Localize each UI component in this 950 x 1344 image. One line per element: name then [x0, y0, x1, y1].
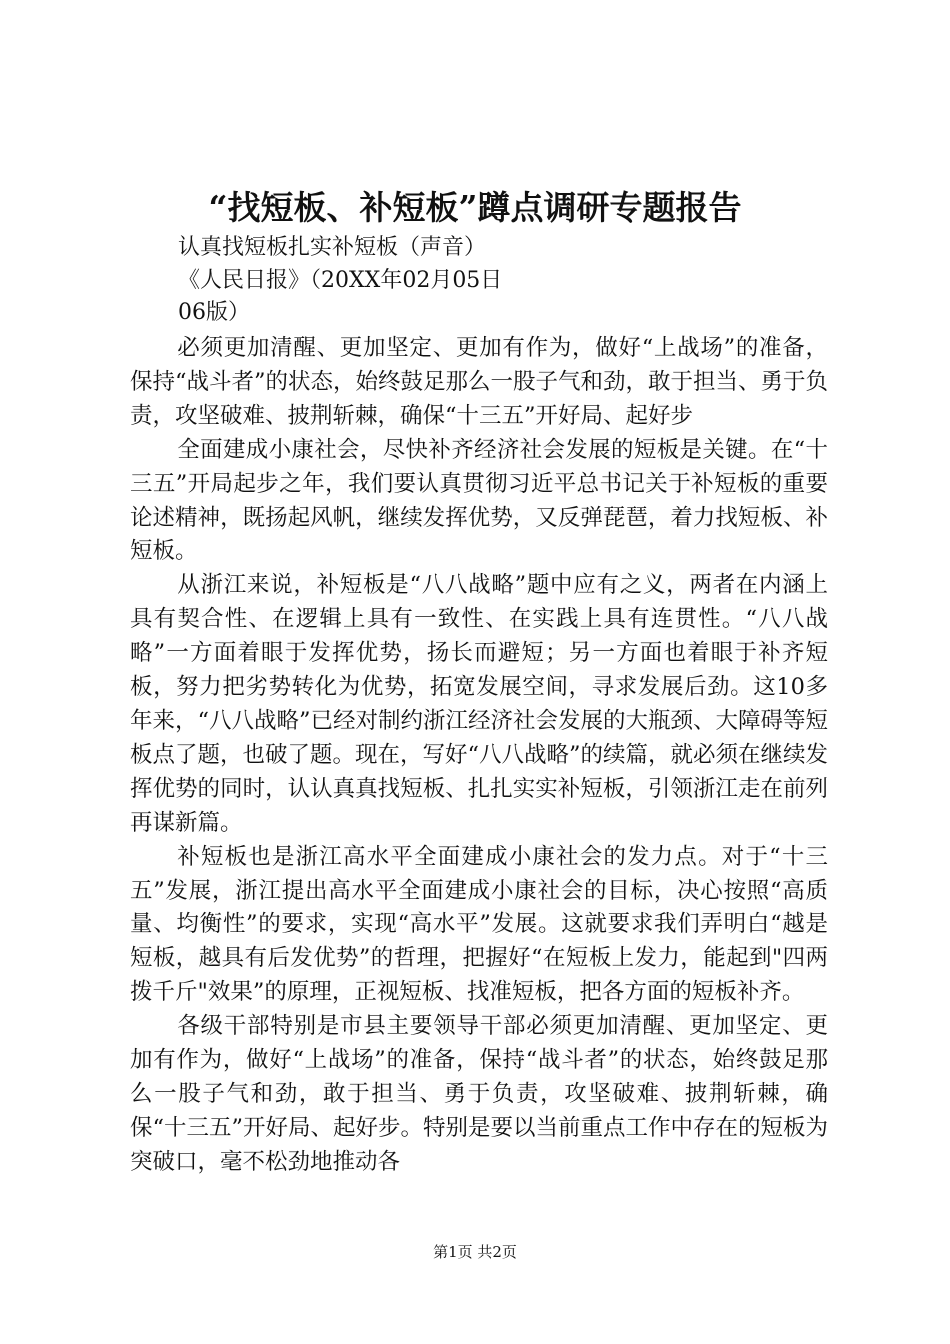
paragraph-2: 全面建成小康社会，尽快补齐经济社会发展的短板是关键。在“十三五”开局起步之年，我们要认真贯彻习近平总书记关于补短板的重要论述精神，既扬起风帆，继续发挥优势，又反弹琵琶，着力找短板、补短板。: [130, 436, 828, 565]
source-line-1: 《人民日报》（20XX年02月05日: [178, 268, 503, 293]
source-line-2: 06版）: [178, 300, 250, 325]
paragraph-4: 补短板也是浙江高水平全面建成小康社会的发力点。对于“十三五”发展，浙江提出高水平全面建成小康社会的目标，决心按照“高质量、均衡性”的要求，实现“高水平”发展。这就要求我们弄明白“越是短板，越具有后发优势”的哲理，把握好“在短板上发力，能起到"四两拨千斤"效果”的原理，正视短板、找准短板，把各方面的短板补齐。: [130, 843, 828, 1006]
paragraph-5: 各级干部特别是市县主要领导干部必须更加清醒、更加坚定、更加有作为，做好“上战场”的准备，保持“战斗者”的状态，始终鼓足那么一股子气和劲，敢于担当、勇于负责，攻坚破难、披荆斩棘，确保“十三五”开好局、起好步。特别是要以当前重点工作中存在的短板为突破口，毫不松劲地推动各: [130, 1013, 829, 1175]
page-footer: 第1页 共2页: [433, 1243, 517, 1261]
document-title: “找短板、补短板”蹲点调研专题报告: [208, 188, 742, 227]
paragraph-3: 从浙江来说，补短板是“八八战略”题中应有之义，两者在内涵上具有契合性、在逻辑上具有一致性、在实践上具有连贯性。“八八战略”一方面着眼于发挥优势，扬长而避短；另一方面也着眼于补齐短板，努力把劣势转化为优势，拓宽发展空间，寻求发展后劲。这10多年来，“八八战略”已经对制约浙江经济社会发展的大瓶颈、大障碍等短板点了题，也破了题。现在，写好“八八战略”的续篇，就必须在继续发挥优势的同时，认认真真找短板、扎扎实实补短板，引领浙江走在前列再谋新篇。: [130, 572, 829, 836]
document-body: [130, 332, 828, 1180]
paragraph-1: 必须更加清醒、更加坚定、更加有作为，做好“上战场”的准备，保持“战斗者”的状态，始终鼓足那么一股子气和劲，敢于担当、勇于负责，攻坚破难、披荆斩棘，确保“十三五”开好局、起好步: [130, 335, 829, 429]
article-subtitle: 认真找短板扎实补短板（声音）: [178, 235, 487, 260]
